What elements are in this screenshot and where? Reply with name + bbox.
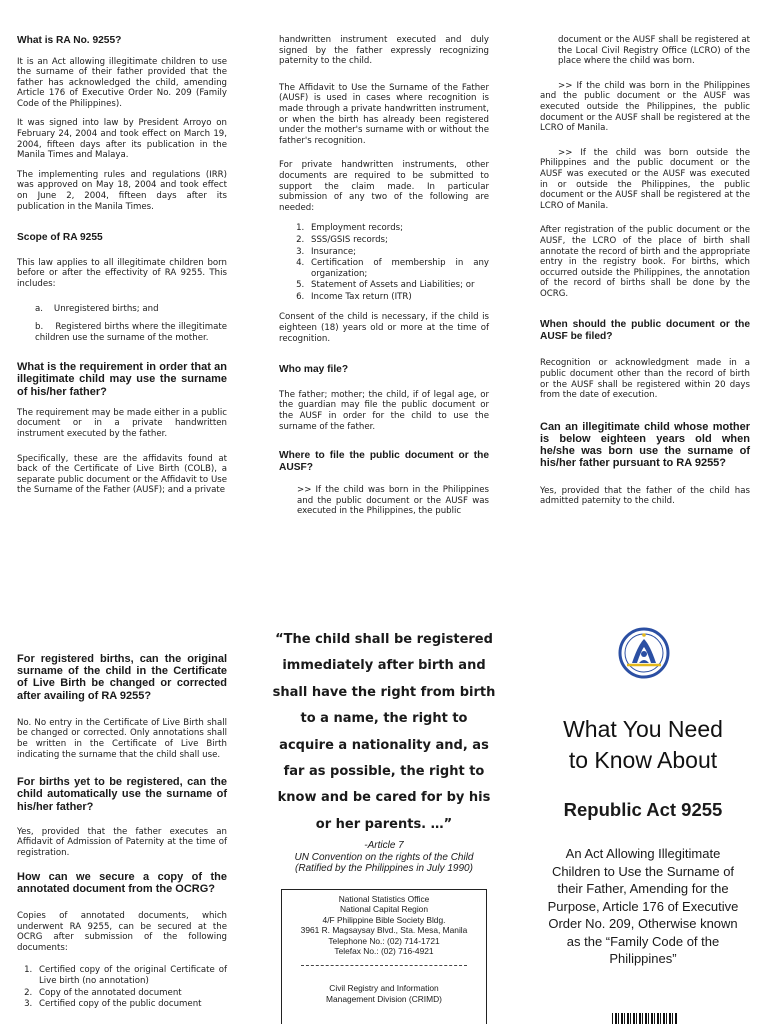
paragraph-who: The father; mother; the child, if of legal age, or the guardian may file the public document or the AUSF in order for the child to use the surname of the father. — [279, 389, 489, 432]
paragraph-ausf: The Affidavit to Use the Surname of the Father (AUSF) is used in cases where recognition is made through a private handwritten instrument, or when the birth has already been registered under the mother's surname with or without the father's recognition. — [279, 82, 489, 146]
paragraph-when: Recognition or acknowledgment made in a public document other than the record of birth or the AUSF shall be registered within 20 days from the date of execution. — [540, 358, 750, 401]
paragraph-private: For private handwritten instruments, other documents are required to be submitted to support the claim made. In particular submission of any two of the following are needed: — [279, 160, 489, 213]
heading-requirement: What is the requirement in order that an illegitimate child may use the surname of his/her father? — [17, 361, 227, 398]
cover-title — [530, 714, 756, 776]
column-3 — [540, 35, 750, 516]
office-line: National Capital Region — [340, 904, 428, 915]
paragraph-registered: No. No entry in the Certificate of Live Birth shall be changed or corrected. Only annotations shall be written in the Certificate of Live Birth indicating the surname that the child shall use. — [17, 717, 227, 760]
un-convention-quote: “The child shall be registered immediately after birth and shall have the right from birth to a name, the right to acquire a nationality and, as far as possible, the right to know and be cared for by his or her parents. …” — [272, 632, 496, 832]
list-item: 4. Certification of membership in any organization; — [307, 258, 489, 279]
list-item: 6. Income Tax return (ITR) — [307, 292, 489, 303]
paragraph-after-registration: After registration of the public document or the AUSF, the LCRO of the place of birth shall annotate the record of birth and the appropriate entry in the registry book. For births, which occurred outside the Philippines, the annotation of the record of births shall be done by the OCRG. — [540, 225, 750, 299]
quote-article: -Article 7 — [364, 840, 404, 851]
paragraph-secure-copy: Copies of annotated documents, which underwent RA 9255, can be secured at the OCRG after submission of the following documents: — [17, 910, 227, 953]
quote-attribution — [262, 840, 506, 875]
list-item: 3. Certified copy of the public document — [35, 999, 227, 1010]
column-4 — [17, 653, 227, 1020]
barcode-icon — [612, 1013, 678, 1024]
heading-who-may-file: Who may file? — [279, 364, 349, 376]
office-line: 4/F Philippine Bible Society Bldg. — [322, 914, 446, 925]
cover-subtitle: Republic Act 9255 — [563, 799, 723, 820]
office-telefax: Telefax No.: (02) 716-4921 — [334, 946, 434, 957]
paragraph-requirement-2: Specifically, these are the affidavits found at back of the Certificate of Live Birth (COLB), a separate public document or the Affidavit to Use the Surname of the Father (AUSF); and a private — [17, 453, 227, 496]
paragraph-what-3: The implementing rules and regulations (IRR) was approved on May 18, 2004 and took effect on June 2, 2004, fifteen days after its publication in the Manila Times. — [17, 169, 227, 212]
scope-item-a: a. Unregistered births; and — [35, 303, 159, 314]
cover-title-line-1: What You Need — [563, 716, 723, 742]
heading-what-is-ra: What is RA No. 9255? — [17, 35, 122, 46]
copy-documents-list — [35, 965, 227, 1009]
paragraph-handwritten-cont: handwritten instrument executed and duly signed by the father expressly recognizing paternity to the child. — [279, 35, 489, 67]
heading-births-yet: For births yet to be registered, can the child automatically use the surname of his/her father? — [17, 776, 227, 813]
paragraph-what-2: It was signed into law by President Arroyo on February 24, 2004 and took effect on March 19, 2004, fifteen days after its publication in the Manila Times and Malaya. — [17, 118, 227, 161]
paragraph-where-cont: document or the AUSF shall be registered at the Local Civil Registry Office (LCRO) of the place where the child was born. — [558, 35, 750, 67]
quote-ratified: (Ratified by the Philippines in July 1990) — [295, 863, 473, 874]
heading-where-to-file: Where to file the public document or the AUSF? — [279, 450, 489, 473]
heading-secure-copy: How can we secure a copy of the annotated document from the OCRG? — [17, 870, 227, 895]
paragraph-minor: Yes, provided that the father of the child has admitted paternity to the child. — [540, 485, 750, 507]
paragraph-where-2: >> If the child was born in the Philippines and the public document or the AUSF was executed outside the Philippines, the public document or the AUSF shall be registered at the LCRO of Manila. — [540, 80, 750, 134]
list-item: 2. SSS/GSIS records; — [307, 235, 489, 246]
heading-registered-births: For registered births, can the original surname of the child in the Certificate of Live Birth be changed or corrected after availing of RA 9255? — [17, 653, 227, 702]
list-item: 1. Employment records; — [307, 223, 489, 234]
heading-minor-mother: Can an illegitimate child whose mother is below eighteen years old when he/she was born use the surname of his/her father pursuant to RA 9255? — [540, 420, 750, 470]
paragraph-requirement-1: The requirement may be made either in a public document or in a private handwritten instrument executed by the father. — [17, 407, 227, 440]
office-line: Civil Registry and Information — [329, 983, 439, 994]
office-address-box — [281, 889, 487, 1024]
office-telephone: Telephone No.: (02) 714-1721 — [328, 935, 440, 946]
paragraph-scope: This law applies to all illegitimate children born before or after the effectivity of RA 9255. This includes: — [17, 257, 227, 289]
paragraph-where-3: >> If the child was born outside the Philippines and the public document or the AUSF was executed or the AUSF was executed in or outside the Philippines, the public document or the AUSF shall be registered at the LCRO of Manila. — [540, 147, 750, 211]
list-item: 3. Insurance; — [307, 247, 489, 258]
list-item: 2. Copy of the annotated document — [35, 988, 227, 999]
paragraph-births-yet: Yes, provided that the father executes an Affidavit of Admission of Paternity at the time of registration. — [17, 826, 227, 858]
column-2 — [279, 35, 489, 526]
paragraph-what-1: It is an Act allowing illegitimate children to use the surname of their father provided that the father has acknowledged the child, amending Article 176 of Executive Order No. 209 (Family Code of the Philippines). — [17, 56, 227, 109]
quote-source: UN Convention on the rights of the Child — [294, 851, 474, 863]
heading-when-filed: When should the public document or the AUSF be filed? — [540, 319, 750, 342]
heading-scope: Scope of RA 9255 — [17, 232, 103, 244]
cover-description: An Act Allowing Illegitimate Children to Use the Surname of their Father, Amending for the Purpose, Article 176 of Executive Order No. 209, Otherwise known as the “Family Code of the Philippines” — [547, 846, 739, 966]
nso-logo-icon — [618, 627, 670, 679]
list-item: 1. Certified copy of the original Certificate of Live birth (no annotation) — [35, 965, 227, 986]
divider — [301, 965, 467, 966]
list-item: 5. Statement of Assets and Liabilities; or — [307, 280, 489, 291]
scope-item-b: b. Registered births where the illegitimate children use the surname of the mother. — [35, 322, 227, 343]
office-line: Management Division (CRIMD) — [326, 993, 442, 1004]
office-line: National Statistics Office — [338, 894, 430, 904]
column-1 — [17, 35, 227, 505]
documents-list — [307, 223, 489, 302]
cover-title-line-2: to Know About — [568, 747, 718, 773]
paragraph-where-1: >> If the child was born in the Philippines and the public document or the AUSF was executed in the Philippines, the public — [297, 485, 489, 517]
office-line: 3961 R. Magsaysay Blvd., Sta. Mesa, Manila — [300, 925, 468, 936]
paragraph-consent: Consent of the child is necessary, if the child is eighteen (18) years old or more at the time of recognition. — [279, 312, 489, 344]
